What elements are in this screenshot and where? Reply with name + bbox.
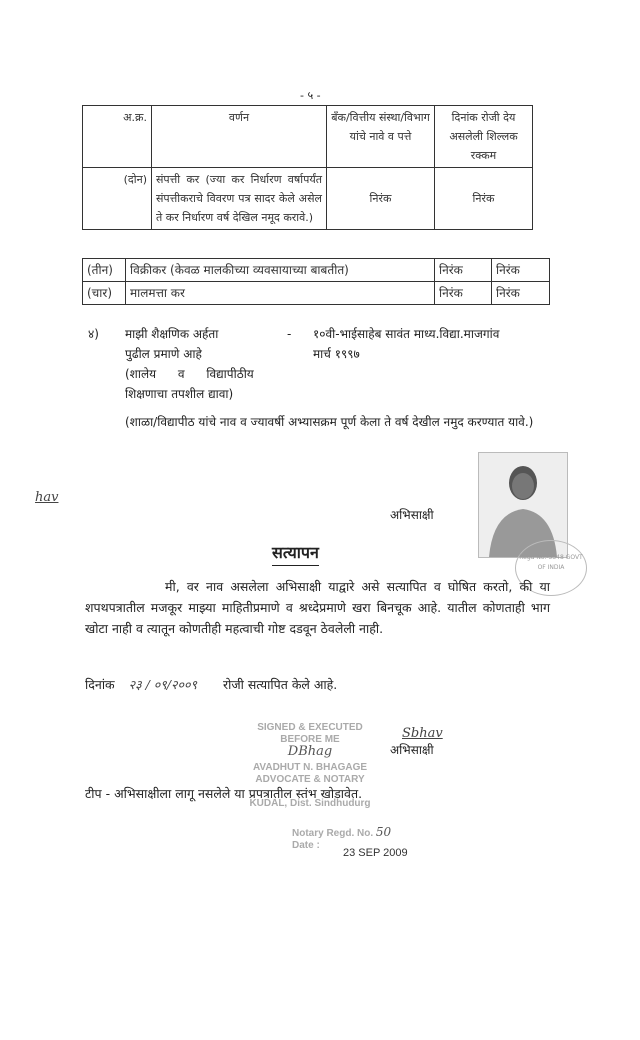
stamp-date-value: 23 SEP 2009: [343, 847, 408, 859]
header-bank: बँक/वित्तीय संस्था/विभाग यांचे नावे व पत्ते: [327, 106, 435, 168]
stamp-line: SIGNED & EXECUTED: [257, 722, 363, 733]
education-label: [125, 324, 295, 404]
label-line: शिक्षणाचा तपशील द्यावा): [125, 387, 234, 401]
label-line: माझी शैक्षणिक अर्हता: [125, 327, 219, 341]
answer-line: मार्च १९९७: [313, 347, 360, 361]
verification-paragraph: मी, वर नाव असलेला अभिसाक्षी याद्वारे असे सत्यापित व घोषित करतो, की या शपथपत्रातील मजकूर माझ्या माहितीप्रमाणे व श्रध्देप्रमाणे खरा बिनचूक आहे. यातील कोणताही भाग खोटा नाही व त्यातून कोणतीही महत्वाची गोष्ट दडवून ठेवलेली नाही.: [85, 579, 550, 636]
regd-value: 50: [375, 825, 392, 839]
page-number: - ५ -: [300, 89, 321, 102]
regd-label: Notary Regd. No.: [292, 828, 374, 839]
cell-balance: निरंक: [492, 259, 550, 282]
cell-serial: (दोन): [83, 168, 152, 230]
date-value: २३ / ०९/२००९: [128, 677, 198, 692]
stamp-line: BEFORE ME: [280, 734, 340, 745]
assets-table: [82, 105, 533, 230]
cell-balance: निरंक: [435, 168, 533, 230]
official-seal: Regd No.-5348 GOVT OF INDIA: [515, 540, 587, 596]
cell-description: संपत्ती कर (ज्या कर निर्धारण वर्षापर्यंत संपत्तीकराचे विवरण पत्र सादर केले असेल ते कर निर्धारण वर्ष देखिल नमूद करावे.): [152, 168, 327, 230]
cell-description: मालमत्ता कर: [126, 282, 435, 305]
date-suffix: रोजी सत्यापित केले आहे.: [223, 677, 338, 692]
cell-description: विक्रीकर (केवळ मालकीच्या व्यवसायाच्या बाबतीत): [126, 259, 435, 282]
footer-note: टीप - अभिसाक्षीला लागू नसलेले या प्रपत्रातील स्तंभ खोडावेत.: [85, 786, 363, 801]
cell-serial: (चार): [83, 282, 126, 305]
education-answer: [313, 324, 499, 364]
deponent-label-bottom: अभिसाक्षी: [390, 743, 434, 757]
stamp-line: AVADHUT N. BHAGAGE: [252, 762, 368, 773]
section-number: ४): [88, 327, 99, 341]
education-note: (शाळा/विद्यापीठ यांचे नाव व ज्यावर्षी अभ्यासक्रम पूर्ण केला ते वर्ष देखील नमुद करण्यात यावे.): [125, 415, 534, 429]
cell-bank: निरंक: [435, 282, 492, 305]
table-row: [83, 259, 550, 282]
notary-signature: DBhag: [287, 744, 333, 759]
cell-serial: (तीन): [83, 259, 126, 282]
stamp-date-label: Date :: [292, 840, 320, 851]
stamp-line: ADVOCATE & NOTARY: [255, 774, 365, 785]
stamp-line: KUDAL, Dist. Sindhudurg: [249, 798, 371, 809]
cell-bank: निरंक: [435, 259, 492, 282]
cell-bank: निरंक: [327, 168, 435, 230]
tax-table: [82, 258, 550, 305]
date-label: दिनांक: [85, 677, 115, 692]
label-line: (शालेय व विद्यापीठीय: [125, 367, 254, 381]
cell-balance: निरंक: [492, 282, 550, 305]
margin-signature: hav: [35, 490, 59, 505]
deponent-label: अभिसाक्षी: [390, 508, 434, 522]
header-serial: अ.क्र.: [83, 106, 152, 168]
verification-heading: सत्यापन: [272, 541, 319, 566]
answer-line: १०वी-भाईसाहेब सावंत माध्य.विद्या.माजगांव: [313, 327, 500, 341]
table-row: [83, 168, 533, 230]
table-header-row: [83, 106, 533, 168]
deponent-signature: Sbhav: [402, 726, 443, 741]
verification-date-line: [85, 676, 337, 693]
header-description: वर्णन: [152, 106, 327, 168]
header-balance: दिनांक रोजी देय असलेली शिल्लक रक्कम: [435, 106, 533, 168]
table-row: [83, 282, 550, 305]
dash: -: [287, 327, 292, 341]
label-line: पुढील प्रमाणे आहे: [125, 347, 202, 361]
